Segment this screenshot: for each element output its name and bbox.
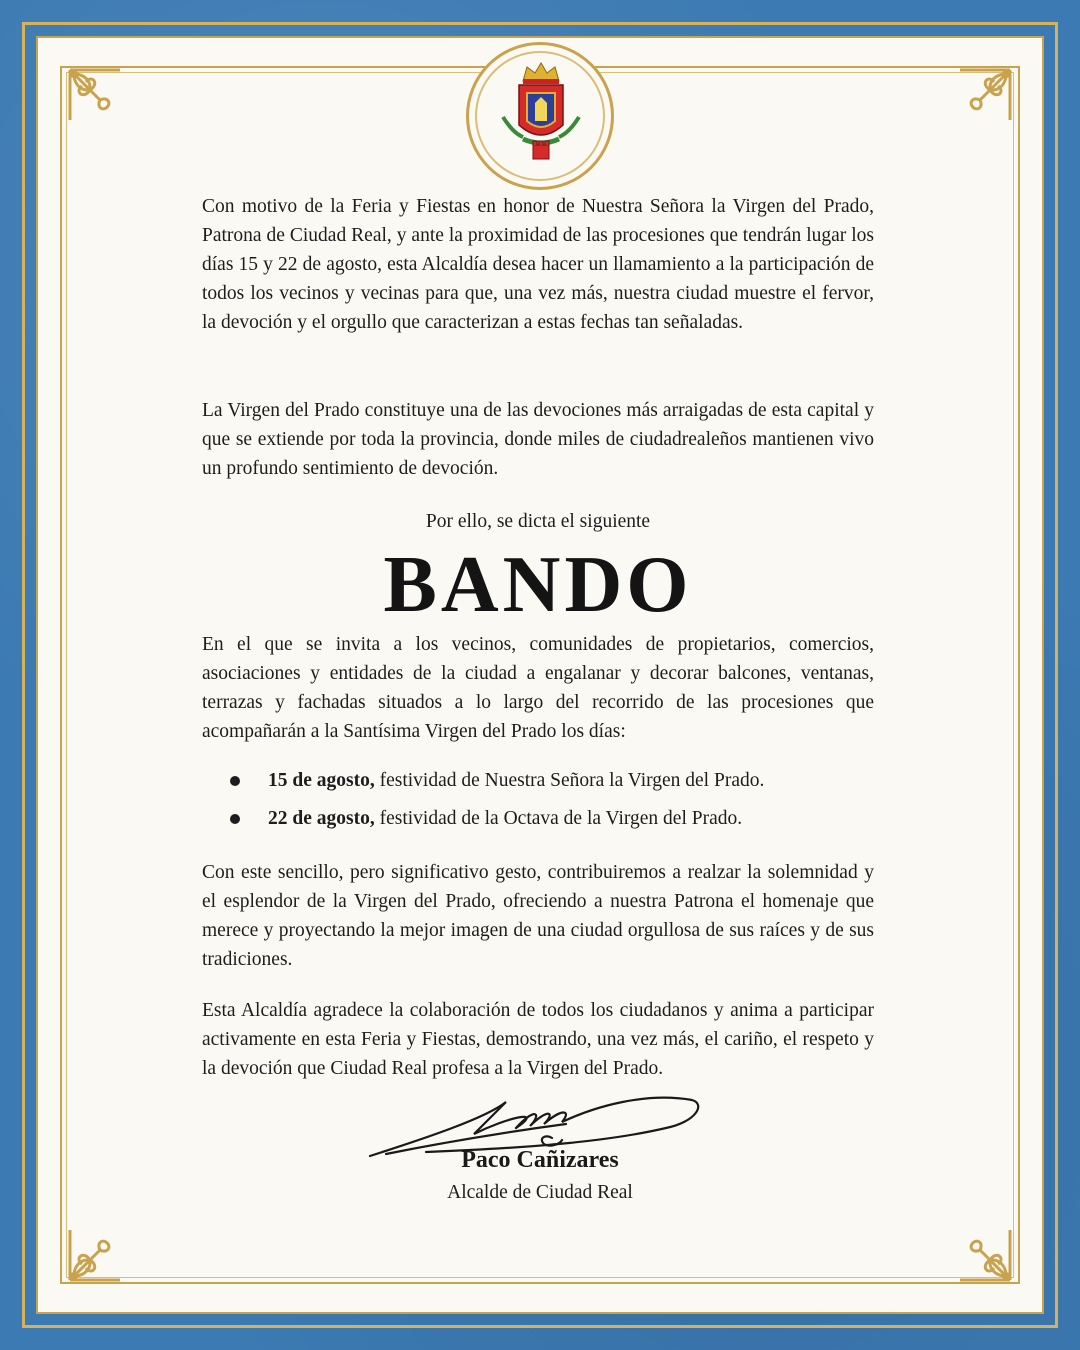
list-item [228,804,868,842]
coat-of-arms-icon [493,59,589,175]
paragraph-gesture: Con este sencillo, pero significativo gesto, contribuiremos a realzar la solemnidad y el esplendor de la Virgen del Prado, ofreciendo a nuestra Patrona el homenaje que merece y proyectando la mejor imagen de una ciudad orgullosa de sus raíces y de sus tradiciones. [202,862,874,970]
paragraph-thanks: Esta Alcaldía agradece la colaboración de todos los ciudadanos y anima a participar activamente en esta Feria y Fiestas, demostrando, una vez más, el cariño, el respeto y la devoción que Ciudad Real profesa a la Virgen del Prado. [202,1000,874,1079]
fleur-de-lis-ornament-icon [60,1210,140,1290]
bullet-icon [230,776,240,786]
page-title: BANDO [383,541,693,629]
signer-role: Alcalde de Ciudad Real [447,1182,633,1203]
coat-of-arms-medallion [466,42,614,190]
fleur-de-lis-ornament-icon [940,1210,1020,1290]
date-description: festividad de la Octava de la Virgen del Prado. [374,808,743,829]
dates-list [228,766,868,842]
fleur-de-lis-ornament-icon [60,60,140,140]
list-item [228,766,868,804]
paragraph-intro: Con motivo de la Feria y Fiestas en honor de Nuestra Señora la Virgen del Prado, Patrona de Ciudad Real, y ante la proximidad de las procesiones que tendrán lugar los días 15 y 22 de agosto, esta Alcaldía desea hacer un llamamiento a la participación de todos los vecinos y vecinas para que, una vez más, nuestra ciudad muestre el fervor, la devoción y el orgullo que caracterizan a estas fechas tan señaladas. [202,196,874,333]
bullet-icon [230,814,240,824]
bando-intro-line: Por ello, se dicta el siguiente [425,511,651,532]
date-label: 22 de agosto, [268,808,375,829]
date-description: festividad de Nuestra Señora la Virgen del Prado. [374,770,765,791]
date-label: 15 de agosto, [268,770,375,791]
fleur-de-lis-ornament-icon [940,60,1020,140]
paragraph-invitation: En el que se invita a los vecinos, comunidades de propietarios, comercios, asociaciones y entidades de la ciudad a engalanar y decorar balcones, ventanas, terrazas y fachadas situados a lo largo del recorrido de las procesiones que acompañarán a la Santísima Virgen del Prado los días: [202,634,874,742]
paragraph-devotion: La Virgen del Prado constituye una de las devociones más arraigadas de esta capital y que se extiende por toda la provincia, donde miles de ciudadrealeños mantienen vivo un profundo sentimiento de devoción. [202,400,874,479]
signer-name: Paco Cañizares [461,1147,619,1173]
